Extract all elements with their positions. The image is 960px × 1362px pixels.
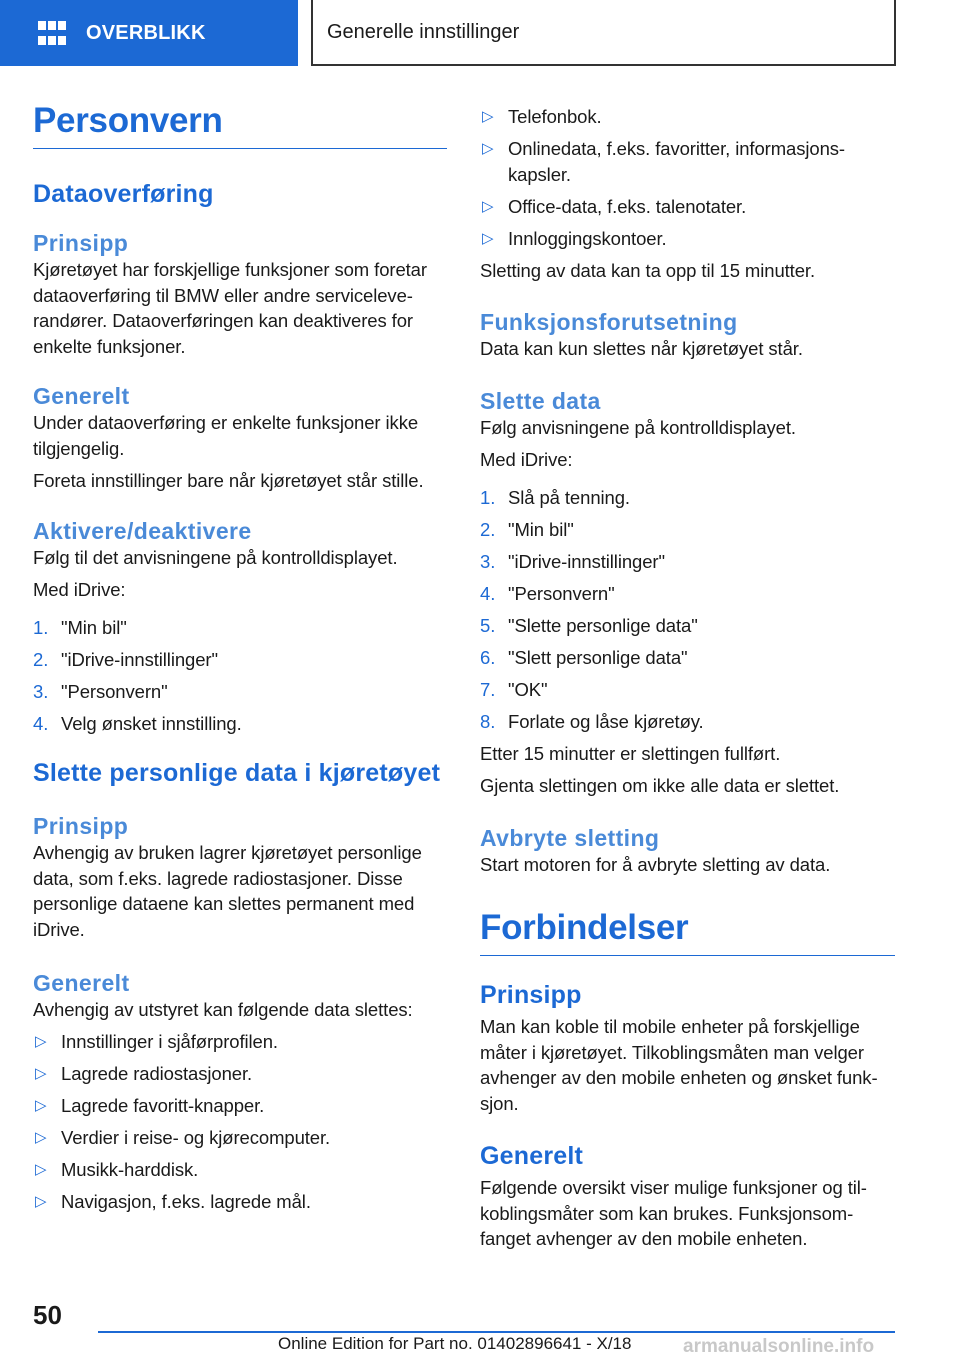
list-item: ▷ Lagrede radiostasjoner.	[35, 1062, 253, 1084]
list-item: 5. "Slette personlige data"	[480, 614, 698, 636]
footer-divider	[98, 1331, 895, 1333]
list-item: 4. Velg ønsket innstilling.	[33, 712, 242, 734]
list-item: ▷ Navigasjon, f.eks. lagrede mål.	[35, 1190, 311, 1212]
heading-connections: Forbindelser	[480, 905, 895, 956]
heading-privacy: Personvern	[33, 98, 447, 149]
general-text-3: Avhengig av utstyret kan følgende data slettes:	[33, 999, 413, 1020]
heading-general: Generelt	[33, 383, 130, 409]
left-column	[33, 98, 447, 1221]
heading-data-transfer: Dataoverføring	[33, 180, 214, 208]
heading-function-requirement: Funksjonsforutsetning	[480, 309, 738, 335]
function-requirement-text: Data kan kun slettes når kjøretøyet står.	[480, 338, 803, 359]
activate-text-2: Med iDrive:	[33, 579, 126, 600]
heading-delete-personal-data: Slette personlige data i kjøretøyet	[33, 759, 441, 787]
principle-text: Kjøretøyet har forskjellige funksjoner som foretar dataoverføring til BMW eller andre serviceleverandører. Dataoverføringen kan deaktiveres for enkelte funksjoner.	[33, 259, 427, 357]
section-title: Generelle innstillinger	[327, 20, 520, 43]
page-header	[0, 0, 960, 66]
list-item: ▷ Office-data, f.eks. talenotater.	[482, 195, 747, 217]
heading-cancel-delete: Avbryte sletting	[480, 824, 660, 851]
deletable-data-list	[33, 1029, 447, 1215]
after-text-1: Etter 15 minutter er slettingen fullført.	[480, 742, 781, 764]
conn-principle-text: Man kan koble til mobile enheter på forskjellige måter i kjøretøyet. Tilkoblingsmåten man velger avhenger av den mobile enheten og ønsket funksjon.	[480, 1016, 878, 1114]
list-item: ▷ Lagrede favoritt-knapper.	[35, 1094, 265, 1116]
delete-text-2: Med iDrive:	[480, 449, 573, 470]
list-item: 6. "Slett personlige data"	[480, 646, 688, 668]
general-text-2: Foreta innstillinger bare når kjøretøyet står stille.	[33, 470, 424, 491]
list-item: ▷ Innloggingskontoer.	[482, 227, 667, 249]
delete-steps	[480, 485, 895, 735]
heading-conn-principle: Prinsipp	[480, 981, 582, 1009]
page-number: 50	[33, 1300, 62, 1330]
list-item: ▷ Verdier i reise- og kjørecomputer.	[35, 1126, 331, 1148]
principle-text-2: Avhengig av bruken lagrer kjøretøyet personlige data, som f.eks. lagrede radiostasjoner. Disse personlige dataene kan slettes permanent med iDrive.	[33, 842, 422, 940]
heading-delete-data: Slette data	[480, 387, 601, 414]
heading-principle: Prinsipp	[33, 230, 129, 256]
section-title-box	[311, 0, 896, 66]
list-item: ▷ Onlinedata, f.eks. favoritter, informasjonskapsler.	[482, 138, 846, 185]
grid-icon	[38, 21, 66, 45]
list-item: 3. "iDrive-innstillinger"	[480, 550, 665, 572]
overview-tab[interactable]	[0, 0, 298, 66]
conn-general-text: Følgende oversikt viser mulige funksjoner og tilkoblingsmåter som kan brukes. Funksjonsomfanget avhenger av den mobile enheten.	[480, 1177, 867, 1249]
heading-general-2: Generelt	[33, 970, 130, 996]
watermark: armanualsonline.info	[683, 1336, 875, 1357]
after-text-2: Gjenta slettingen om ikke alle data er slettet.	[480, 775, 840, 796]
heading-principle-2: Prinsipp	[33, 813, 129, 839]
activate-text-1: Følg til det anvisningene på kontrolldisplayet.	[33, 546, 398, 568]
duration-text: Sletting av data kan ta opp til 15 minutter.	[480, 259, 815, 281]
list-item: ▷ Innstillinger i sjåførprofilen.	[35, 1030, 278, 1052]
heading-conn-general: Generelt	[480, 1142, 584, 1170]
list-item: 2. "Min bil"	[480, 518, 574, 540]
list-item: 1. "Min bil"	[33, 616, 127, 638]
list-item: 4. "Personvern"	[480, 582, 615, 604]
list-item: 3. "Personvern"	[33, 680, 168, 702]
delete-text-1: Følg anvisningene på kontrolldisplayet.	[480, 416, 796, 438]
activate-steps	[33, 615, 447, 737]
list-item: ▷ Telefonbok.	[482, 106, 602, 127]
list-item: ▷ Musikk-harddisk.	[35, 1158, 199, 1180]
list-item: 1. Slå på tenning.	[480, 486, 630, 508]
cancel-text: Start motoren for å avbryte sletting av data.	[480, 853, 831, 875]
list-item: 2. "iDrive-innstillinger"	[33, 648, 218, 670]
overview-tab-label: OVERBLIKK	[86, 21, 206, 44]
right-column	[480, 104, 895, 1259]
footer-edition: Online Edition for Part no. 01402896641 - X/18	[278, 1334, 632, 1353]
heading-activate: Aktivere/deaktivere	[33, 517, 252, 544]
list-item: 7. "OK"	[480, 678, 548, 700]
deletable-data-list-cont	[480, 104, 895, 251]
list-item: 8. Forlate og låse kjøretøy.	[480, 710, 704, 732]
general-text-1: Under dataoverføring er enkelte funksjoner ikke tilgjengelig.	[33, 412, 419, 459]
